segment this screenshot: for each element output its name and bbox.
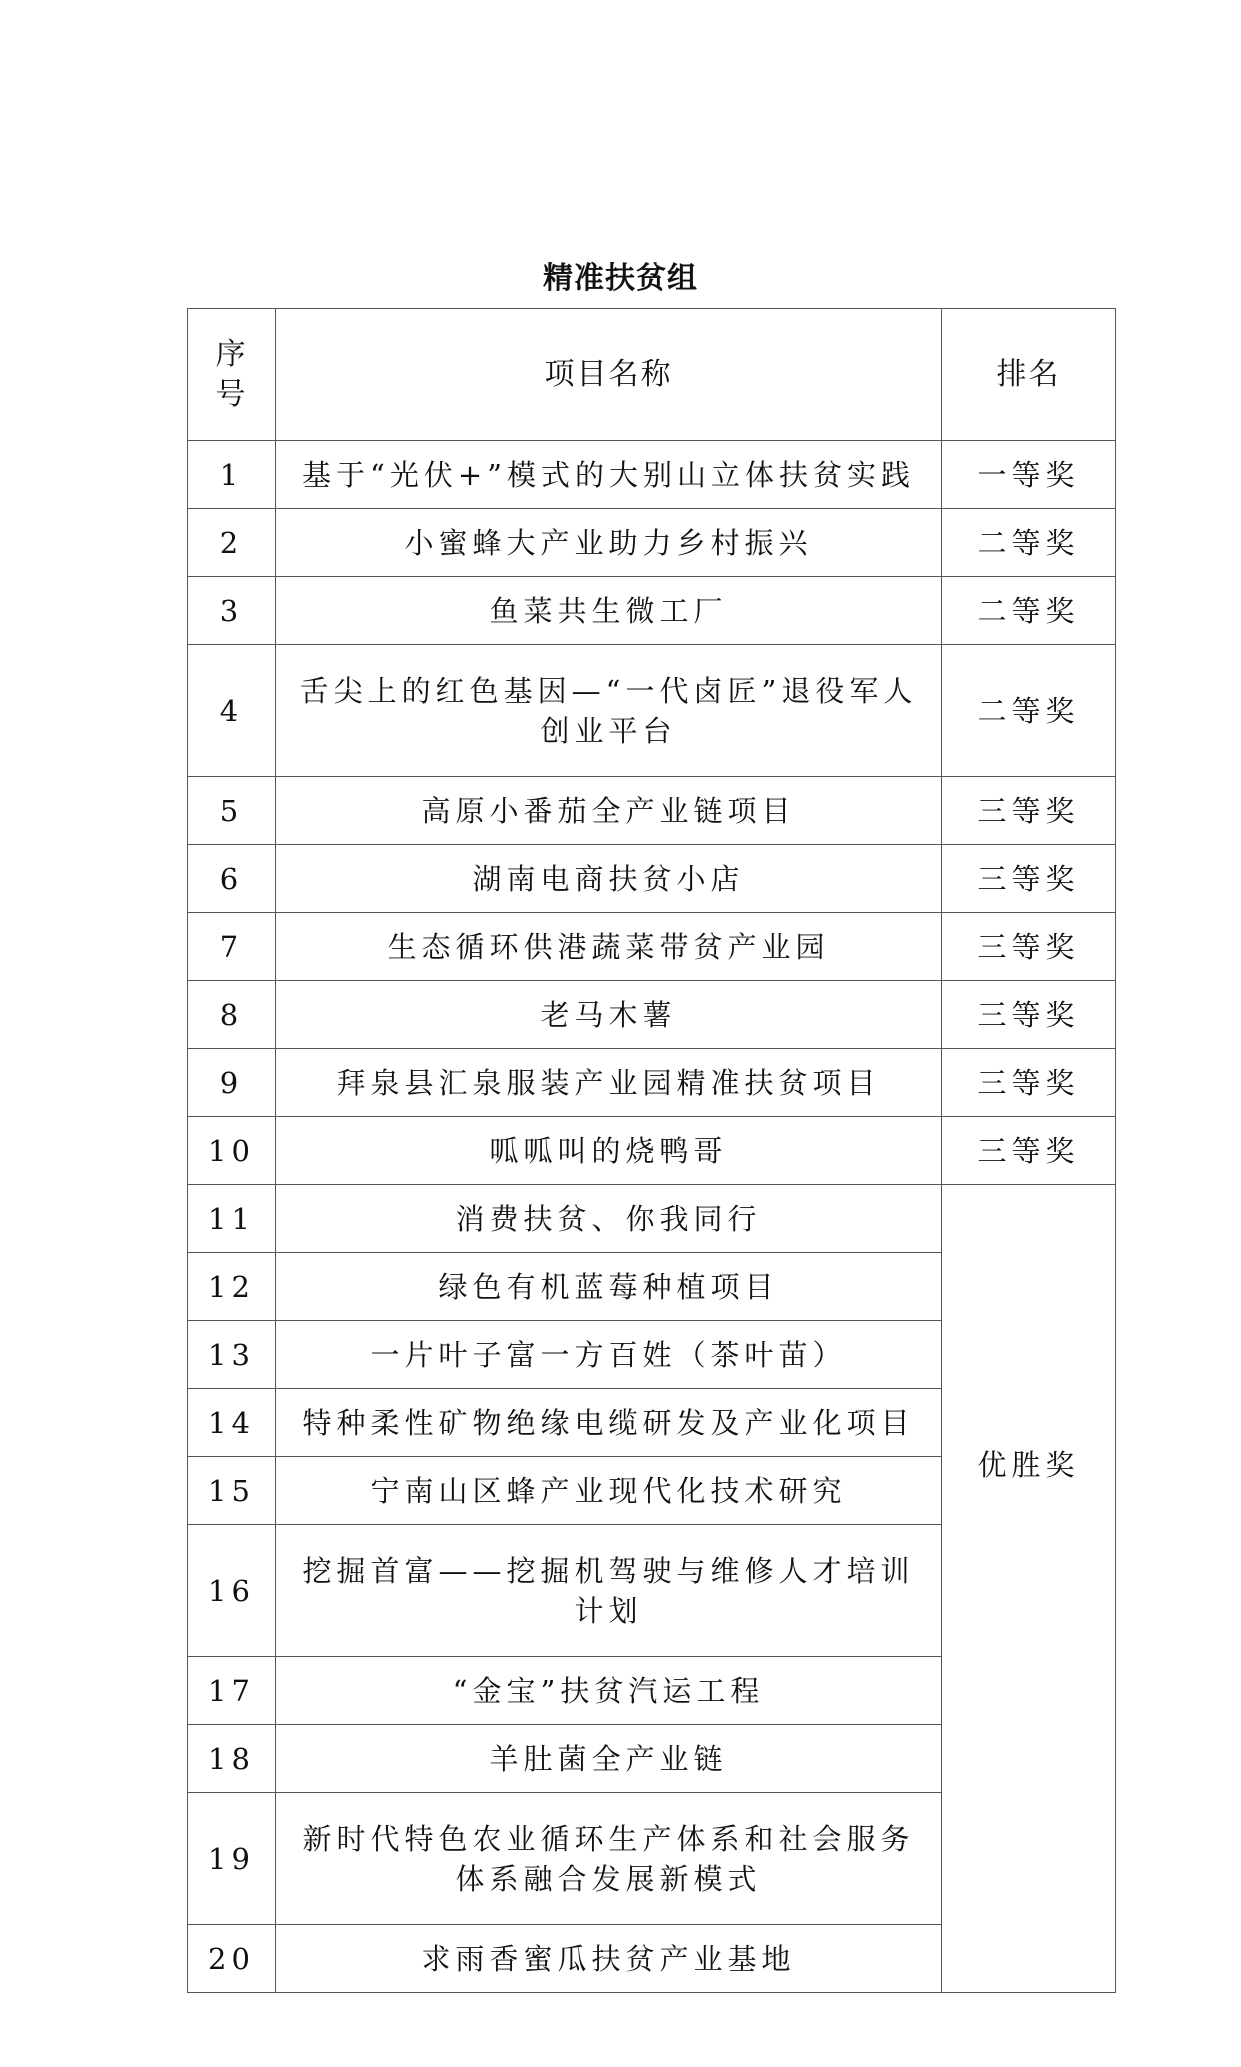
table-row [188, 1117, 1116, 1185]
row-number: 13 [188, 1321, 276, 1389]
row-project-name: 生态循环供港蔬菜带贫产业园 [276, 913, 942, 981]
row-number: 9 [188, 1049, 276, 1117]
row-number: 5 [188, 777, 276, 845]
row-number: 15 [188, 1457, 276, 1525]
row-number: 16 [188, 1525, 276, 1657]
row-project-name: 特种柔性矿物绝缘电缆研发及产业化项目 [276, 1389, 942, 1457]
row-project-name: 求雨香蜜瓜扶贫产业基地 [276, 1925, 942, 1993]
page-title: 精准扶贫组 [543, 261, 698, 296]
row-rank: 三等奖 [942, 845, 1116, 913]
table-row [188, 577, 1116, 645]
row-number: 17 [188, 1657, 276, 1725]
row-project-name: 高原小番茄全产业链项目 [276, 777, 942, 845]
row-rank: 二等奖 [942, 645, 1116, 777]
table-row [188, 777, 1116, 845]
row-project-name: 基于“光伏+”模式的大别山立体扶贫实践 [276, 441, 942, 509]
row-number: 20 [188, 1925, 276, 1993]
row-number: 18 [188, 1725, 276, 1793]
row-project-name: “金宝”扶贫汽运工程 [276, 1657, 942, 1725]
header-rank: 排名 [942, 309, 1116, 441]
table-row [188, 441, 1116, 509]
row-project-name: 拜泉县汇泉服装产业园精准扶贫项目 [276, 1049, 942, 1117]
row-number: 7 [188, 913, 276, 981]
row-rank-merged: 优胜奖 [942, 1185, 1116, 1993]
header-number-line1: 序 [215, 336, 248, 372]
row-rank: 二等奖 [942, 577, 1116, 645]
row-rank: 三等奖 [942, 1117, 1116, 1185]
row-rank: 二等奖 [942, 509, 1116, 577]
row-project-name: 呱呱叫的烧鸭哥 [276, 1117, 942, 1185]
row-number: 14 [188, 1389, 276, 1457]
row-project-name: 新时代特色农业循环生产体系和社会服务体系融合发展新模式 [276, 1793, 942, 1925]
table-row [188, 645, 1116, 777]
row-rank: 三等奖 [942, 981, 1116, 1049]
table-row [188, 913, 1116, 981]
row-project-name: 小蜜蜂大产业助力乡村振兴 [276, 509, 942, 577]
row-project-name: 老马木薯 [276, 981, 942, 1049]
row-project-name: 一片叶子富一方百姓（茶叶苗） [276, 1321, 942, 1389]
table-row [188, 981, 1116, 1049]
row-number: 8 [188, 981, 276, 1049]
row-project-name: 羊肚菌全产业链 [276, 1725, 942, 1793]
row-project-name: 挖掘首富——挖掘机驾驶与维修人才培训计划 [276, 1525, 942, 1657]
row-number: 19 [188, 1793, 276, 1925]
row-project-name: 鱼菜共生微工厂 [276, 577, 942, 645]
row-rank: 三等奖 [942, 913, 1116, 981]
row-project-name: 绿色有机蓝莓种植项目 [276, 1253, 942, 1321]
row-number: 12 [188, 1253, 276, 1321]
header-number-line2: 号 [215, 376, 248, 412]
row-number: 1 [188, 441, 276, 509]
table-row [188, 845, 1116, 913]
row-number: 10 [188, 1117, 276, 1185]
awards-table [187, 308, 1116, 1993]
header-project-name: 项目名称 [276, 309, 942, 441]
table-header-row [188, 309, 1116, 441]
row-project-name: 消费扶贫、你我同行 [276, 1185, 942, 1253]
row-project-name: 湖南电商扶贫小店 [276, 845, 942, 913]
row-project-name: 舌尖上的红色基因—“一代卤匠”退役军人创业平台 [276, 645, 942, 777]
row-rank: 三等奖 [942, 1049, 1116, 1117]
table-row [188, 1049, 1116, 1117]
row-number: 4 [188, 645, 276, 777]
table-row [188, 509, 1116, 577]
row-rank: 三等奖 [942, 777, 1116, 845]
row-number: 2 [188, 509, 276, 577]
row-number: 6 [188, 845, 276, 913]
row-rank: 一等奖 [942, 441, 1116, 509]
table-row [188, 1185, 1116, 1253]
row-number: 3 [188, 577, 276, 645]
header-number [188, 309, 276, 441]
row-project-name: 宁南山区蜂产业现代化技术研究 [276, 1457, 942, 1525]
row-number: 11 [188, 1185, 276, 1253]
